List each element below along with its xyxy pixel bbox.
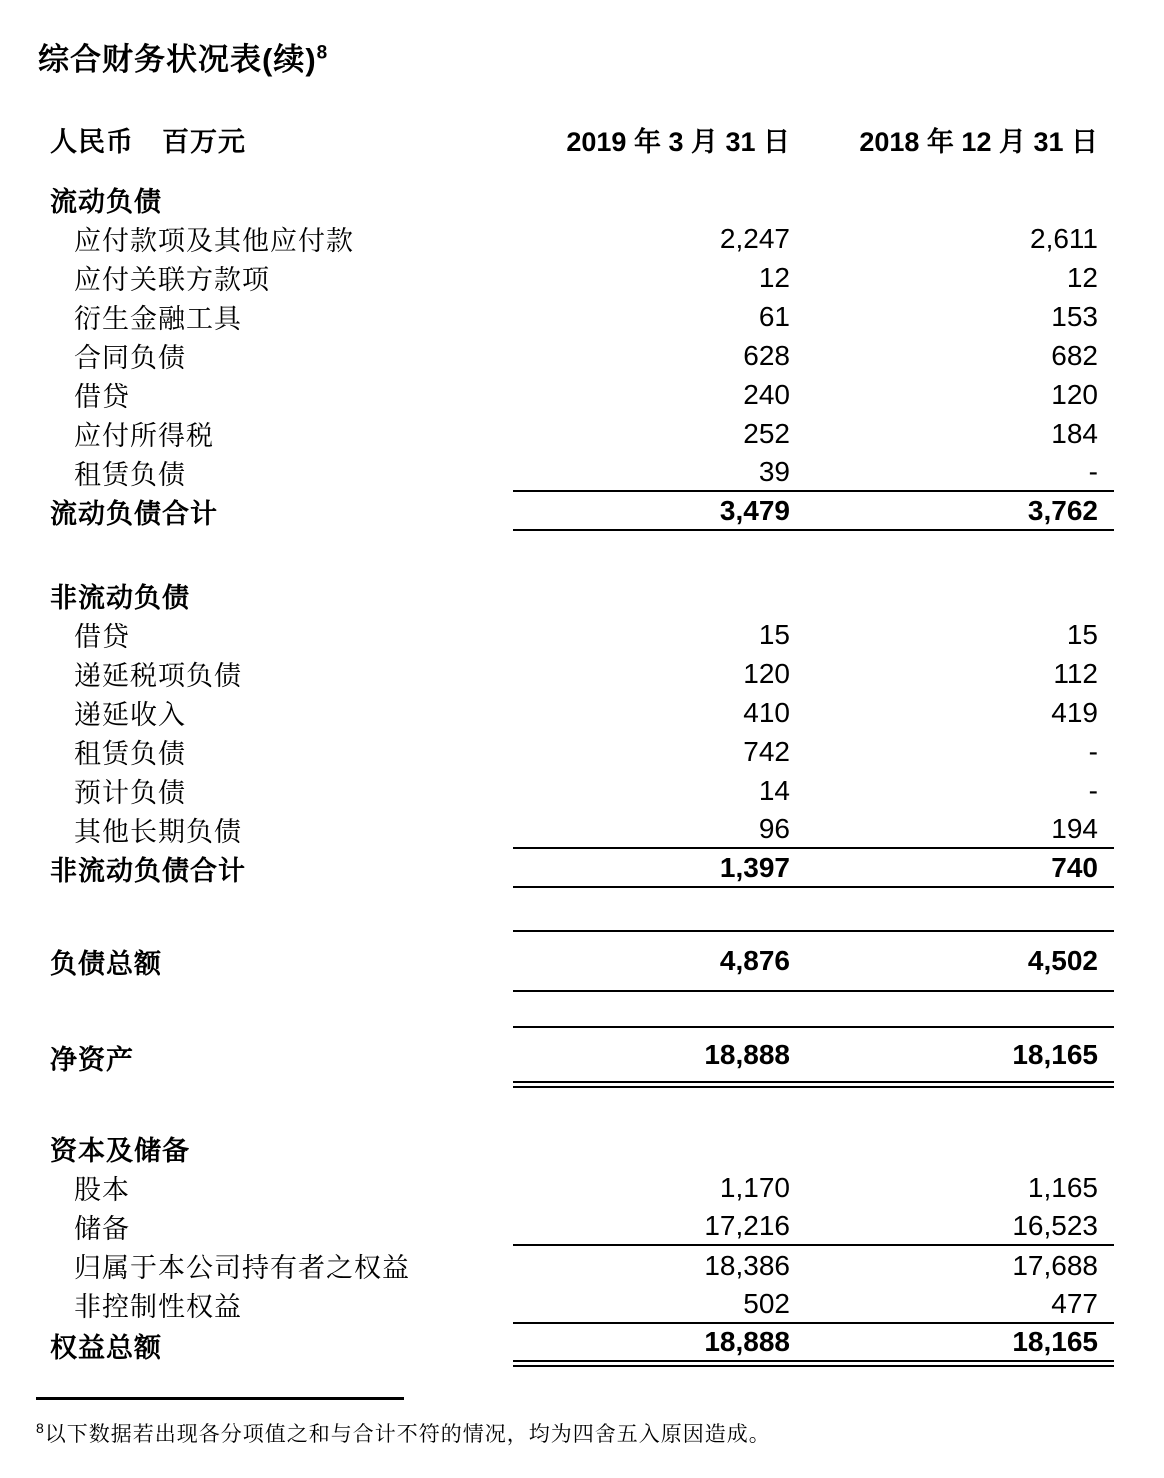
table-header-columns bbox=[513, 119, 1114, 159]
row-value-2018: 1,165 bbox=[1027, 1171, 1098, 1203]
row-value-2018: 112 bbox=[1053, 657, 1098, 689]
table-body bbox=[36, 179, 1114, 1367]
row-value-2019: 12 bbox=[758, 261, 790, 293]
row-values bbox=[513, 1168, 1114, 1207]
row-value-2018: - bbox=[1088, 774, 1098, 806]
table-row bbox=[36, 375, 1114, 414]
row-value-2019: 96 bbox=[758, 812, 790, 844]
page-title-footnote-ref: 8 bbox=[316, 42, 329, 64]
row-value-2018: 15 bbox=[1066, 618, 1098, 650]
row-value-2019: 120 bbox=[743, 657, 790, 689]
row-value-2018: 17,688 bbox=[1012, 1249, 1098, 1281]
row-values bbox=[513, 810, 1114, 849]
row-label: 权益总额 bbox=[50, 1333, 162, 1363]
table-row bbox=[36, 1207, 1114, 1246]
row-values bbox=[513, 1128, 1114, 1168]
row-label: 衍生金融工具 bbox=[74, 304, 242, 334]
row-values bbox=[513, 453, 1114, 492]
row-values bbox=[513, 219, 1114, 258]
row-label: 净资产 bbox=[50, 1044, 134, 1075]
row-label: 流动负债 bbox=[50, 186, 162, 217]
row-value-2018: 2,611 bbox=[1030, 222, 1098, 254]
row-label: 非控制性权益 bbox=[74, 1292, 242, 1322]
row-value-2019: 502 bbox=[743, 1287, 790, 1319]
row-value-2018: 740 bbox=[1051, 851, 1098, 883]
row-values bbox=[513, 336, 1114, 375]
table-row bbox=[36, 297, 1114, 336]
page-title bbox=[36, 34, 1114, 79]
row-value-2018: 194 bbox=[1051, 812, 1098, 844]
row-values bbox=[513, 297, 1114, 336]
table-row bbox=[36, 654, 1114, 693]
row-value-2019: 2,247 bbox=[719, 222, 790, 254]
table-row bbox=[36, 615, 1114, 654]
row-values bbox=[513, 1285, 1114, 1324]
row-value-2019: 3,479 bbox=[719, 494, 790, 526]
row-values bbox=[513, 615, 1114, 654]
row-label: 储备 bbox=[74, 1214, 130, 1244]
row-value-2019: 252 bbox=[743, 417, 790, 449]
section-gap bbox=[36, 888, 1114, 930]
unit-label: 人民币 百万元 bbox=[50, 126, 246, 157]
row-label: 借贷 bbox=[74, 622, 130, 652]
row-values bbox=[513, 1026, 1114, 1088]
row-value-2018: 682 bbox=[1051, 339, 1098, 371]
row-values bbox=[513, 179, 1114, 219]
section-gap bbox=[36, 531, 1114, 575]
table-row bbox=[36, 732, 1114, 771]
table-row bbox=[36, 1324, 1114, 1367]
row-value-2018: 18,165 bbox=[1012, 1038, 1098, 1070]
row-value-2019: 410 bbox=[743, 696, 790, 728]
row-value-2019: 18,888 bbox=[704, 1326, 790, 1357]
row-value-2019: 17,216 bbox=[704, 1209, 790, 1241]
row-values bbox=[513, 575, 1114, 615]
footnote-separator bbox=[36, 1397, 404, 1400]
row-label: 其他长期负债 bbox=[74, 817, 242, 847]
row-values bbox=[513, 1246, 1114, 1285]
row-value-2019: 14 bbox=[758, 774, 790, 806]
table-row bbox=[36, 930, 1114, 992]
table-row bbox=[36, 414, 1114, 453]
row-label: 股本 bbox=[74, 1175, 130, 1205]
row-label: 资本及储备 bbox=[50, 1135, 190, 1166]
section-gap bbox=[36, 1088, 1114, 1128]
table-row bbox=[36, 1026, 1114, 1088]
row-label: 借贷 bbox=[74, 382, 130, 412]
row-label: 合同负债 bbox=[74, 343, 186, 373]
row-value-2018: 18,165 bbox=[1012, 1326, 1098, 1357]
row-value-2019: 240 bbox=[743, 378, 790, 410]
row-value-2018: 16,523 bbox=[1012, 1209, 1098, 1241]
table-row bbox=[36, 1168, 1114, 1207]
row-value-2018: 153 bbox=[1051, 300, 1098, 332]
table-row bbox=[36, 693, 1114, 732]
row-values bbox=[513, 1207, 1114, 1246]
row-label: 归属于本公司持有者之权益 bbox=[74, 1253, 410, 1283]
footnote-marker: 8 bbox=[36, 1420, 45, 1436]
row-label: 非流动负债 bbox=[50, 582, 190, 613]
row-value-2019: 1,397 bbox=[719, 851, 790, 883]
row-value-2018: - bbox=[1088, 735, 1098, 767]
row-values bbox=[513, 771, 1114, 810]
table-row bbox=[36, 258, 1114, 297]
page-title-text: 综合财务状况表(续) bbox=[38, 42, 317, 77]
row-label: 应付关联方款项 bbox=[74, 265, 270, 295]
table-row bbox=[36, 810, 1114, 849]
table-row bbox=[36, 492, 1114, 531]
column-header-2018: 2018 年 12 月 31 日 bbox=[859, 126, 1098, 157]
section-header-row bbox=[36, 575, 1114, 615]
row-value-2018: 120 bbox=[1051, 378, 1098, 410]
row-values bbox=[513, 414, 1114, 453]
table-row bbox=[36, 1246, 1114, 1285]
row-values bbox=[513, 1324, 1114, 1367]
row-label: 应付所得税 bbox=[74, 421, 214, 451]
row-label: 流动负债合计 bbox=[50, 499, 218, 529]
table-row bbox=[36, 336, 1114, 375]
row-values bbox=[513, 693, 1114, 732]
row-value-2019: 4,876 bbox=[719, 945, 790, 976]
row-value-2018: 419 bbox=[1051, 696, 1098, 728]
row-values bbox=[513, 375, 1114, 414]
column-header-2019: 2019 年 3 月 31 日 bbox=[566, 126, 790, 157]
table-row bbox=[36, 849, 1114, 888]
row-values bbox=[513, 258, 1114, 297]
table-row bbox=[36, 453, 1114, 492]
table-row bbox=[36, 1285, 1114, 1324]
footnote-text: 以下数据若出现各分项值之和与合计不符的情况，均为四舍五入原因造成。 bbox=[44, 1423, 771, 1446]
row-values bbox=[513, 732, 1114, 771]
row-value-2019: 1,170 bbox=[719, 1171, 790, 1203]
row-value-2019: 742 bbox=[743, 735, 790, 767]
row-values bbox=[513, 930, 1114, 992]
table-row bbox=[36, 219, 1114, 258]
row-label: 应付款项及其他应付款 bbox=[74, 226, 354, 256]
row-value-2019: 628 bbox=[743, 339, 790, 371]
footnote bbox=[36, 1418, 1114, 1448]
row-value-2019: 18,386 bbox=[704, 1249, 790, 1281]
row-values bbox=[513, 849, 1114, 888]
row-value-2018: 3,762 bbox=[1027, 494, 1098, 526]
row-value-2018: 4,502 bbox=[1027, 945, 1098, 976]
row-value-2018: 184 bbox=[1051, 417, 1098, 449]
row-label: 递延收入 bbox=[74, 700, 186, 730]
row-label: 租赁负债 bbox=[74, 739, 186, 769]
row-values bbox=[513, 492, 1114, 531]
row-value-2018: 477 bbox=[1051, 1287, 1098, 1319]
table-header-row bbox=[36, 119, 1114, 159]
section-header-row bbox=[36, 1128, 1114, 1168]
row-value-2018: 12 bbox=[1066, 261, 1098, 293]
row-value-2019: 15 bbox=[758, 618, 790, 650]
row-label: 预计负债 bbox=[74, 778, 186, 808]
row-values bbox=[513, 654, 1114, 693]
row-value-2019: 18,888 bbox=[704, 1038, 790, 1070]
row-label: 递延税项负债 bbox=[74, 661, 242, 691]
row-label: 非流动负债合计 bbox=[50, 856, 246, 886]
row-value-2019: 39 bbox=[758, 455, 790, 487]
table-row bbox=[36, 771, 1114, 810]
section-header-row bbox=[36, 179, 1114, 219]
row-label: 负债总额 bbox=[50, 948, 162, 979]
row-value-2019: 61 bbox=[758, 300, 790, 332]
section-gap bbox=[36, 992, 1114, 1026]
row-label: 租赁负债 bbox=[74, 460, 186, 490]
row-value-2018: - bbox=[1088, 455, 1098, 487]
